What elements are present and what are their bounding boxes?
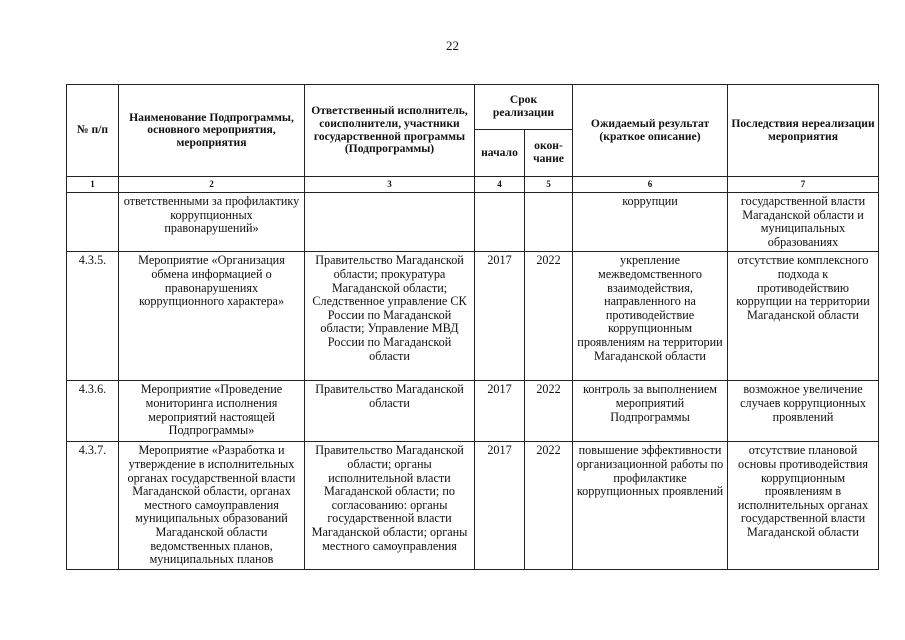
column-numbers-row (67, 177, 879, 193)
row-code (67, 193, 119, 252)
row-name: Мероприятие «Организация обмена информацией о правонарушениях коррупционного характера» (119, 252, 305, 381)
row-start: 2017 (475, 442, 525, 569)
row-responsible: Правительство Магаданской области; прокуратура Магаданской области; Следственное управление СК России по Магаданской области; Управление МВД России по Магаданской области (305, 252, 475, 381)
row-consequences: отсутствие плановой основы противодействия коррупционным проявлениям в исполнительных органах государственной власти Магаданской области (728, 442, 879, 569)
row-result: укрепление межведомственного взаимодействия, направленного на противодействие коррупционным проявлениям на территории Магаданской области (573, 252, 728, 381)
table-row (67, 381, 879, 442)
row-code: 4.3.6. (67, 381, 119, 442)
column-number: 4 (475, 177, 525, 193)
program-table (66, 84, 879, 570)
column-number: 2 (119, 177, 305, 193)
header-consequences: Последствия нереализации мероприятия (728, 85, 879, 177)
row-consequences: государственной власти Магаданской области и муниципальных образованиях (728, 193, 879, 252)
row-code: 4.3.5. (67, 252, 119, 381)
table-row (67, 252, 879, 381)
header-name: Наименование Подпрограммы, основного мероприятия, мероприятия (119, 85, 305, 177)
row-start: 2017 (475, 381, 525, 442)
row-responsible (305, 193, 475, 252)
row-end: 2022 (525, 381, 573, 442)
header-num: № п/п (67, 85, 119, 177)
row-end: 2022 (525, 442, 573, 569)
header-term: Срок реализации (475, 85, 573, 130)
column-number: 1 (67, 177, 119, 193)
row-end: 2022 (525, 252, 573, 381)
row-start: 2017 (475, 252, 525, 381)
row-name: Мероприятие «Проведение мониторинга исполнения мероприятий настоящей Подпрограммы» (119, 381, 305, 442)
row-result: повышение эффективности организационной работы по профилактике коррупционных проявлений (573, 442, 728, 569)
row-responsible: Правительство Магаданской области; органы исполнительной власти Магаданской области; по согласованию: органы государственной власти Магаданской области; органы местного самоуправления (305, 442, 475, 569)
column-number: 3 (305, 177, 475, 193)
row-result: контроль за выполнением мероприятий Подпрограммы (573, 381, 728, 442)
row-responsible: Правительство Магаданской области (305, 381, 475, 442)
row-start (475, 193, 525, 252)
row-result: коррупции (573, 193, 728, 252)
header-responsible: Ответственный исполнитель, соисполнители, участники государственной программы (Подпрограммы) (305, 85, 475, 177)
header-result: Ожидаемый результат (краткое описание) (573, 85, 728, 177)
header-start: начало (475, 130, 525, 177)
row-consequences: возможное увеличение случаев коррупционных проявлений (728, 381, 879, 442)
row-name: Мероприятие «Разработка и утверждение в исполнительных органах государственной власти Магаданской области, органах местного самоуправления муниципальных образований Магаданской области ведомственных планов, муниципальных планов (119, 442, 305, 569)
column-number: 5 (525, 177, 573, 193)
header-end: окон-чание (525, 130, 573, 177)
row-end (525, 193, 573, 252)
row-name: ответственными за профилактику коррупционных правонарушений» (119, 193, 305, 252)
table-row (67, 193, 879, 252)
row-consequences: отсутствие комплексного подхода к противодействию коррупции на территории Магаданской области (728, 252, 879, 381)
page-number: 22 (446, 38, 459, 53)
row-code: 4.3.7. (67, 442, 119, 569)
column-number: 6 (573, 177, 728, 193)
table-row (67, 442, 879, 569)
column-number: 7 (728, 177, 879, 193)
